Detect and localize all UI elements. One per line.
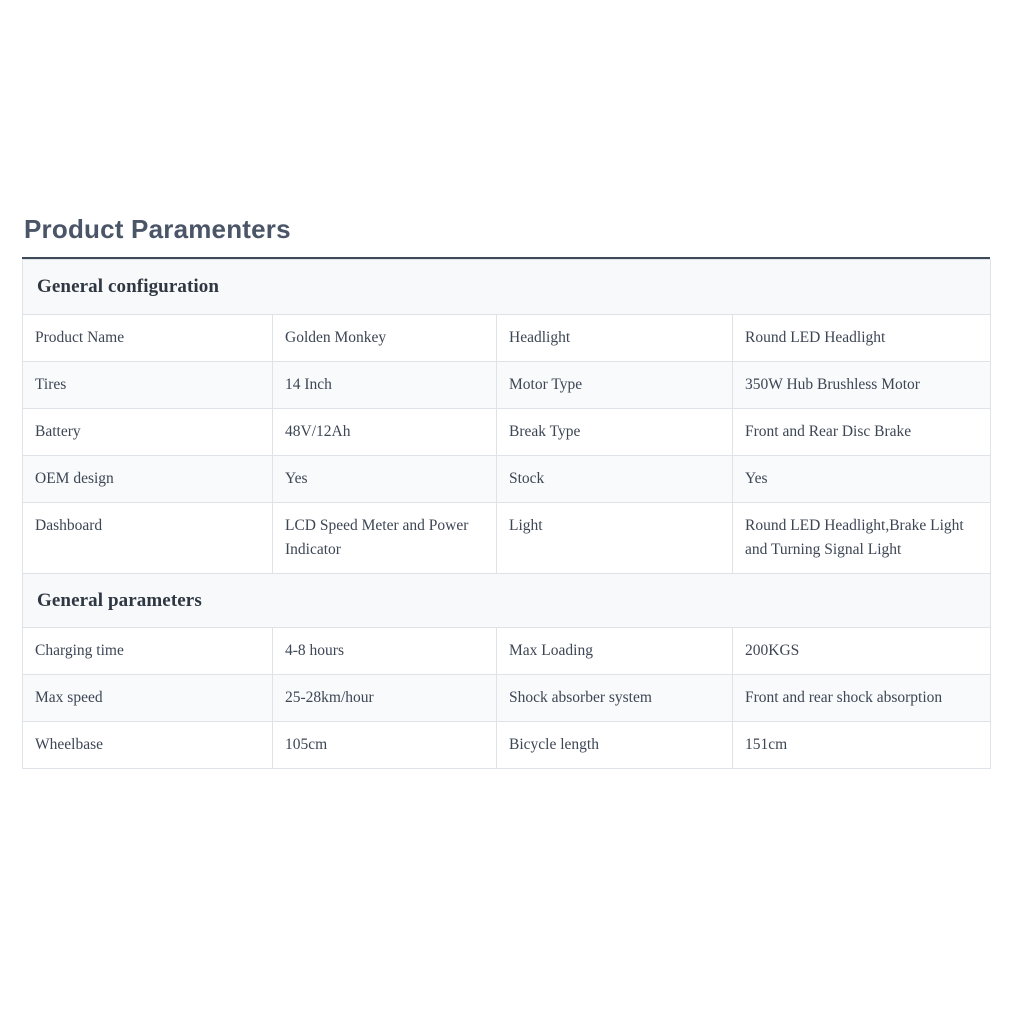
row-value-break-type: Front and Rear Disc Brake (733, 408, 991, 455)
row-label-light: Light (497, 502, 733, 573)
row-value-product-name: Golden Monkey (273, 314, 497, 361)
row-label-max-speed: Max speed (23, 675, 273, 722)
table-row (23, 675, 991, 722)
row-label-stock: Stock (497, 455, 733, 502)
table-row (23, 722, 991, 769)
row-value-shock-absorber-system: Front and rear shock absorption (733, 675, 991, 722)
row-label-shock-absorber-system: Shock absorber system (497, 675, 733, 722)
page-title: Product Paramenters (24, 214, 291, 244)
section-heading-general-configuration: General configuration (23, 260, 991, 314)
row-value-stock: Yes (733, 455, 991, 502)
row-label-dashboard: Dashboard (23, 502, 273, 573)
row-value-battery: 48V/12Ah (273, 408, 497, 455)
row-value-charging-time: 4-8 hours (273, 628, 497, 675)
row-label-motor-type: Motor Type (497, 361, 733, 408)
table-row (23, 314, 991, 361)
product-parameters-block (22, 214, 990, 769)
table-row (23, 408, 991, 455)
table-row (23, 502, 991, 573)
table-row (23, 361, 991, 408)
table-section-header (23, 260, 991, 314)
row-label-oem-design: OEM design (23, 455, 273, 502)
row-value-oem-design: Yes (273, 455, 497, 502)
row-value-headlight: Round LED Headlight (733, 314, 991, 361)
row-value-bicycle-length: 151cm (733, 722, 991, 769)
row-label-tires: Tires (23, 361, 273, 408)
row-value-light: Round LED Headlight,Brake Light and Turning Signal Light (733, 502, 991, 573)
specifications-table (22, 259, 991, 769)
row-label-charging-time: Charging time (23, 628, 273, 675)
row-label-product-name: Product Name (23, 314, 273, 361)
row-value-max-loading: 200KGS (733, 628, 991, 675)
row-value-motor-type: 350W Hub Brushless Motor (733, 361, 991, 408)
table-row (23, 628, 991, 675)
row-value-tires: 14 Inch (273, 361, 497, 408)
row-value-max-speed: 25-28km/hour (273, 675, 497, 722)
table-row (23, 455, 991, 502)
row-label-bicycle-length: Bicycle length (497, 722, 733, 769)
section-heading-general-parameters: General parameters (23, 573, 991, 627)
row-value-dashboard: LCD Speed Meter and Power Indicator (273, 502, 497, 573)
row-value-wheelbase: 105cm (273, 722, 497, 769)
row-label-headlight: Headlight (497, 314, 733, 361)
row-label-max-loading: Max Loading (497, 628, 733, 675)
row-label-wheelbase: Wheelbase (23, 722, 273, 769)
table-section-header (23, 573, 991, 627)
row-label-break-type: Break Type (497, 408, 733, 455)
row-label-battery: Battery (23, 408, 273, 455)
